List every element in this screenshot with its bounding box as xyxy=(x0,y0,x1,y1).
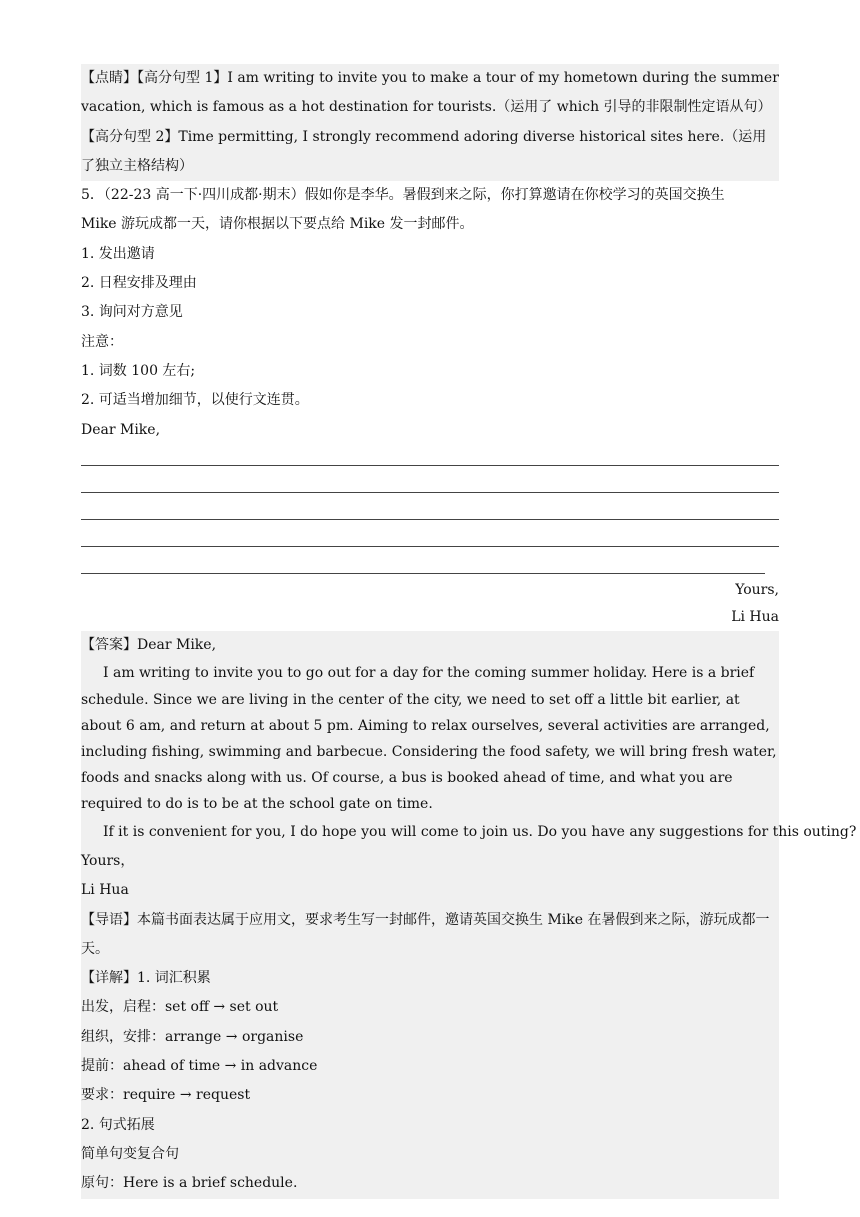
point-item: 1. 发出邀请 xyxy=(81,245,155,262)
answer-label: 【答案】 xyxy=(81,637,137,654)
letter-salutation: Dear Mike, xyxy=(81,421,161,438)
question-number: 5． xyxy=(81,187,104,204)
detail-heading-2: 2. 句式拓展 xyxy=(81,1116,155,1133)
writing-line xyxy=(81,547,765,574)
guide-paragraph xyxy=(81,906,779,965)
note-item: 1. 词数 100 左右; xyxy=(81,362,196,379)
writing-line xyxy=(81,439,779,466)
guide-text: 本篇书面表达属于应用文，要求考生写一封邮件，邀请英国交换生 Mike 在暑假到来之际，游玩成都一天。 xyxy=(81,911,770,957)
note-item: 2. 可适当增加细节，以使行文连贯。 xyxy=(81,392,309,409)
writing-line xyxy=(81,493,779,520)
original-sentence: 原句：Here is a brief schedule. xyxy=(81,1175,298,1192)
answer-closing: Yours， xyxy=(81,852,135,869)
writing-line xyxy=(81,520,779,547)
note-label: 注意： xyxy=(81,333,123,350)
answer-section xyxy=(81,631,857,1198)
highlight-section xyxy=(81,64,779,181)
document-content xyxy=(81,64,857,1199)
type2-text: Time permitting, I strongly recommend adoring diverse historical sites here.（运用了独立主格结构） xyxy=(81,128,767,174)
vocab-item: 出发，启程：set off → set out xyxy=(81,999,279,1016)
vocab-item: 组织，安排：arrange → organise xyxy=(81,1028,304,1045)
type2-paragraph xyxy=(81,123,779,182)
question-prompt-text1: （22-23 高一下·四川成都·期末）假如你是李华。暑假到来之际，你打算邀请在你校学习的英国交换生 xyxy=(103,187,725,204)
point-item: 3. 询问对方意见 xyxy=(81,304,183,321)
answer-paragraph-1: I am writing to invite you to go out for a day for the coming summer holiday. Here is a brief schedule. Since we are living in the center of the city, we need to set off a little bit earlier, at about 6 am, and return at about 5 pm. Aiming to relax ourselves, several activities are arranged, including fishing, swimming and barbecue. Considering the food safety, we will bring fresh water, foods and snacks along with us. Of course, a bus is booked ahead of time, and what you are required to do is to be at the school gate on time. xyxy=(81,665,777,813)
detail-heading-1: 1. 词汇积累 xyxy=(137,970,211,987)
vocab-item: 提前：ahead of time → in advance xyxy=(81,1058,318,1075)
vocab-item: 要求：require → request xyxy=(81,1087,251,1104)
letter-closing: Yours, xyxy=(735,581,779,598)
answer-header xyxy=(81,631,779,660)
type1-label: 【高分句型 1】 xyxy=(137,70,228,86)
writing-line xyxy=(81,466,779,493)
type2-label: 【高分句型 2】 xyxy=(81,128,179,145)
type1-text: I am writing to invite you to make a tour of my hometown during the summer vacation, which is famous as a hot destination for tourists.（运用了 which 引导的非限制性定语从句） xyxy=(81,70,779,116)
type1-paragraph xyxy=(81,64,779,123)
letter-signature: Li Hua xyxy=(731,609,779,626)
question-prompt-line1 xyxy=(81,181,779,210)
answer-salutation: Dear Mike, xyxy=(137,637,217,654)
guide-label: 【导语】 xyxy=(81,911,137,928)
detail-label: 【详解】 xyxy=(81,970,137,987)
answer-signature: Li Hua xyxy=(81,882,129,899)
detail-subheading: 简单句变复合句 xyxy=(81,1145,179,1162)
question-prompt-line2: Mike 游玩成都一天，请你根据以下要点给 Mike 发一封邮件。 xyxy=(81,216,474,233)
point-item: 2. 日程安排及理由 xyxy=(81,275,197,292)
detail-header xyxy=(81,964,779,993)
highlight-label: 【点睛】 xyxy=(81,70,137,86)
answer-paragraph-2: If it is convenient for you, I do hope you will come to join us. Do you have any suggestions for this outing? xyxy=(103,823,857,840)
writing-lines xyxy=(81,439,779,574)
